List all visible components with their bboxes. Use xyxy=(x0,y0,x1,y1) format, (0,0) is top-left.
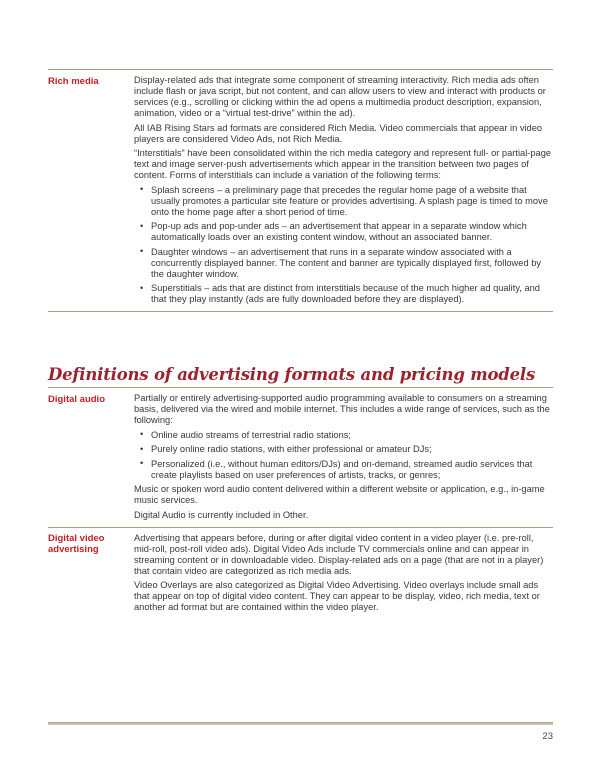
bullet-text: Purely online radio stations, with either professional or amateur DJs; xyxy=(151,444,432,454)
glossary-row-digital-video-advertising xyxy=(48,527,553,620)
definition-paragraph: Display-related ads that integrate some component of streaming interactivity. Rich media ads often include flash or java script, but not content, and can allow users to view and interact with products or services (e.g., scrolling or clicking within the ad opens a multimedia product description, expansion, animation, video or a “virtual test-drive” within the ad). xyxy=(134,75,546,118)
term-label-digital-video-advertising: Digital video advertising xyxy=(48,533,105,555)
bullet-text: Online audio streams of terrestrial radio stations; xyxy=(151,429,351,440)
bullet-icon: • xyxy=(140,220,144,231)
definition-digital-video-advertising xyxy=(134,533,553,614)
bullet-item xyxy=(134,283,553,305)
page-number: 23 xyxy=(542,731,553,742)
glossary-table-formats xyxy=(48,387,553,619)
definition-paragraph: Digital Audio is currently included in Other. xyxy=(134,509,309,520)
term-label-digital-audio: Digital audio xyxy=(48,393,105,405)
page-content xyxy=(48,0,553,619)
section-heading: Definitions of advertising formats and pricing models xyxy=(48,365,536,384)
bullet-text: Splash screens – a preliminary page that precedes the regular home page of a website that usually promotes a particular site feature or provides advertising. A splash page is timed to move onto the home page after a short period of time. xyxy=(151,184,548,217)
bullet-list xyxy=(134,430,553,481)
bullet-icon: • xyxy=(140,282,144,293)
definition-paragraph: All IAB Rising Stars ad formats are considered Rich Media. Video commercials that appear in video players are considered Video Ads, not Rich Media. xyxy=(134,122,543,144)
definition-paragraph: Advertising that appears before, during or after digital video content in a video player (i.e. pre-roll, mid-roll, post-roll video ads). Digital Video Ads include TV commercials online and can appear in streaming content or in downloadable video. Display-related ads on a page (that are not in a player) that contain video are categorized as rich media ads. xyxy=(134,532,544,576)
bullet-text: Superstitials – ads that are distinct from interstitials because of the much higher ad quality, and that they play instantly (ads are fully downloaded before they are displayed). xyxy=(151,283,540,304)
definition-paragraph: Video Overlays are also categorized as Digital Video Advertising. Video overlays include small ads that appear on top of digital video content. They can appear to be display, video, rich media, text or another ad format but are contained within the video player. xyxy=(134,580,540,612)
bullet-icon: • xyxy=(140,246,144,256)
footer-divider xyxy=(48,722,553,725)
bullet-icon: • xyxy=(140,429,144,439)
definition-rich-media xyxy=(134,75,553,305)
bullet-item xyxy=(134,185,553,218)
definition-paragraph: “Interstitials” have been consolidated within the rich media category and represent full- or partial-page text and image server-push advertisements which appear in the transition between two pages of content. Forms of interstitials can include a variation of the following terms: xyxy=(134,148,552,180)
bullet-item xyxy=(134,459,553,481)
bullet-icon: • xyxy=(140,443,144,454)
definition-paragraph: Music or spoken word audio content delivered within a different website or application, e.g., in-game music services. xyxy=(134,484,545,505)
bullet-text: Daughter windows – an advertisement that runs in a separate window associated with a concurrently displayed banner. The content and banner are typically displayed first, followed by the daughter window. xyxy=(151,246,542,279)
glossary-row-rich-media xyxy=(48,70,553,311)
bullet-icon: • xyxy=(140,458,144,468)
bullet-item xyxy=(134,430,553,441)
bullet-icon: • xyxy=(140,184,144,194)
term-label-rich-media: Rich media xyxy=(48,75,99,87)
glossary-row-digital-audio xyxy=(48,388,553,527)
bullet-text: Pop-up ads and pop-under ads – an advertisement that appear in a separate window which automatically loads over an existing content window, without an associated banner. xyxy=(151,221,527,242)
bullet-item xyxy=(134,247,553,280)
glossary-table-rich-media xyxy=(48,69,553,312)
bullet-list xyxy=(134,185,553,306)
definition-digital-audio xyxy=(134,393,553,521)
bullet-text: Personalized (i.e., without human editors/DJs) and on-demand, streamed audio services that create playlists based on user preferences of artists, tracks, or genres; xyxy=(151,458,533,480)
definition-paragraph: Partially or entirely advertising-supported audio programming available to consumers on a streaming basis, delivered via the wired and mobile internet. This includes a wide range of services, such as the following: xyxy=(134,393,550,425)
bullet-item xyxy=(134,444,553,455)
bullet-item xyxy=(134,221,553,243)
